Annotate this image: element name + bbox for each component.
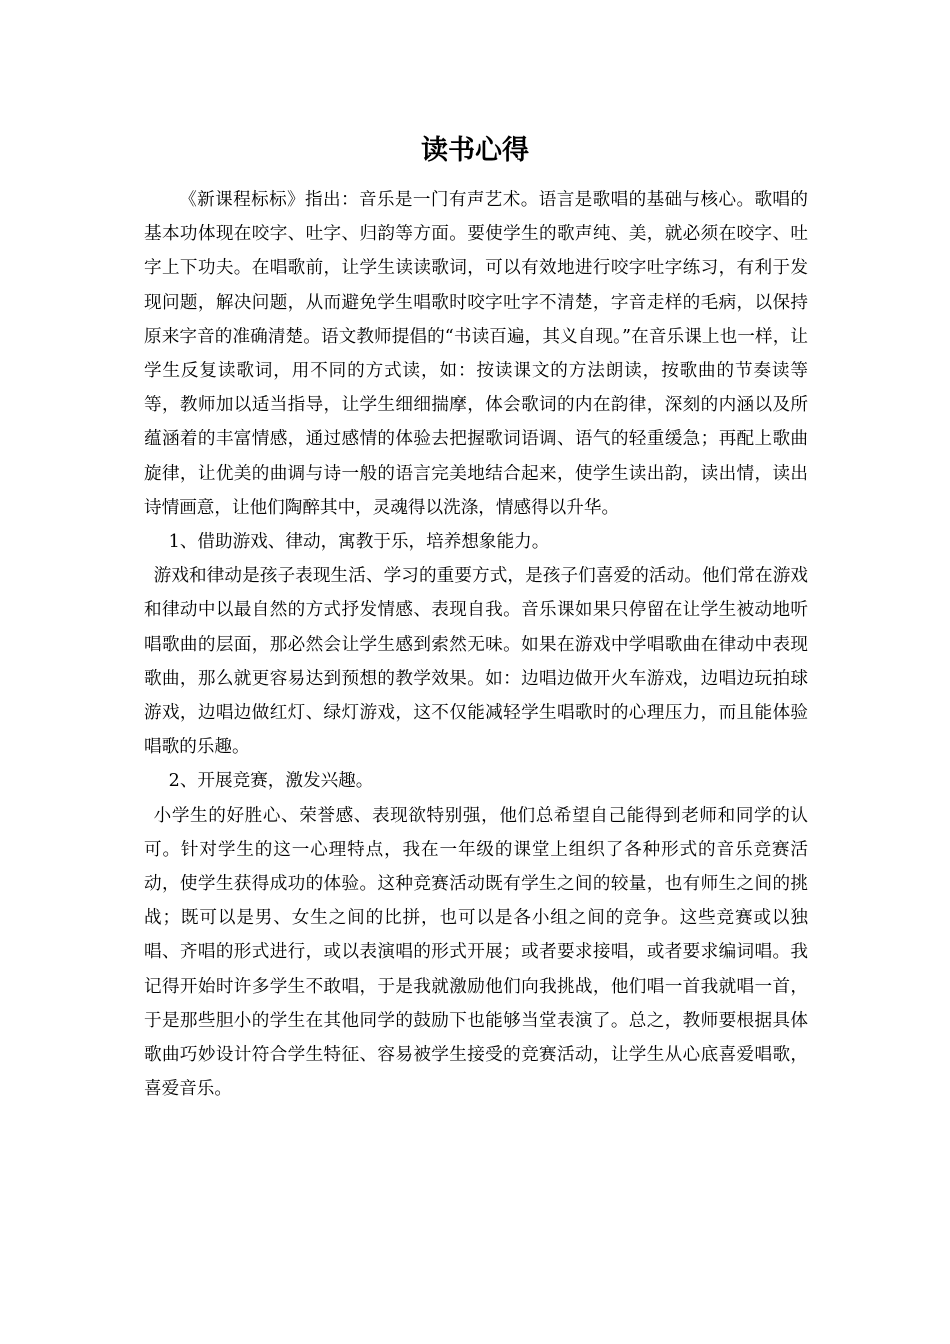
document-body	[144, 183, 808, 1106]
section-heading-1: 1、借助游戏、律动，寓教于乐，培养想象能力。	[168, 532, 550, 553]
paragraph-games: 游戏和律动是孩子表现生活、学习的重要方式，是孩子们喜爱的活动。他们常在游戏和律动中以最自然的方式抒发情感、表现自我。音乐课如果只停留在让学生被动地听唱歌曲的层面，那必然会让学生感到索然无味。如果在游戏中学唱歌曲在律动中表现歌曲，那么就更容易达到预想的教学效果。如：边唱边做开火车游戏，边唱边玩拍球游戏，边唱边做红灯、绿灯游戏，这不仅能减轻学生唱歌时的心理压力，而且能体验唱歌的乐趣。	[144, 566, 808, 758]
document-title: 读书心得	[421, 135, 529, 166]
section-heading-2: 2、开展竞赛，激发兴趣。	[168, 771, 374, 792]
paragraph-competition: 小学生的好胜心、荣誉感、表现欲特别强，他们总希望自己能得到老师和同学的认可。针对学生的这一心理特点，我在一年级的课堂上组织了各种形式的音乐竞赛活动，使学生获得成功的体验。这种竞赛活动既有学生之间的较量，也有师生之间的挑战；既可以是男、女生之间的比拼，也可以是各小组之间的竞争。这些竞赛或以独唱、齐唱的形式进行，或以表演唱的形式开展；或者要求接唱，或者要求编词唱。我记得开始时许多学生不敢唱，于是我就激励他们向我挑战，他们唱一首我就唱一首，于是那些胆小的学生在其他同学的鼓励下也能够当堂表演了。总之，教师要根据具体歌曲巧妙设计符合学生特征、容易被学生接受的竞赛活动，让学生从心底喜爱唱歌，喜爱音乐。	[144, 805, 808, 1100]
paragraph-intro: 《新课程标标》指出：音乐是一门有声艺术。语言是歌唱的基础与核心。歌唱的基本功体现在咬字、吐字、归韵等方面。要使学生的歌声纯、美，就必须在咬字、吐字上下功夫。在唱歌前，让学生读读歌词，可以有效地进行咬字吐字练习，有利于发现问题，解决问题，从而避免学生唱歌时咬字吐字不清楚，字音走样的毛病，以保持原来字音的准确清楚。语文教师提倡的“书读百遍，其义自现。”在音乐课上也一样，让学生反复读歌词，用不同的方式读，如：按读课文的方法朗读，按歌曲的节奏读等等，教师加以适当指导，让学生细细揣摩，体会歌词的内在韵律，深刻的内涵以及所蕴涵着的丰富情感，通过感情的体验去把握歌词语调、语气的轻重缓急；再配上歌曲旋律，让优美的曲调与诗一般的语言完美地结合起来，使学生读出韵，读出情，读出诗情画意，让他们陶醉其中，灵魂得以洗涤，情感得以升华。	[144, 190, 808, 518]
